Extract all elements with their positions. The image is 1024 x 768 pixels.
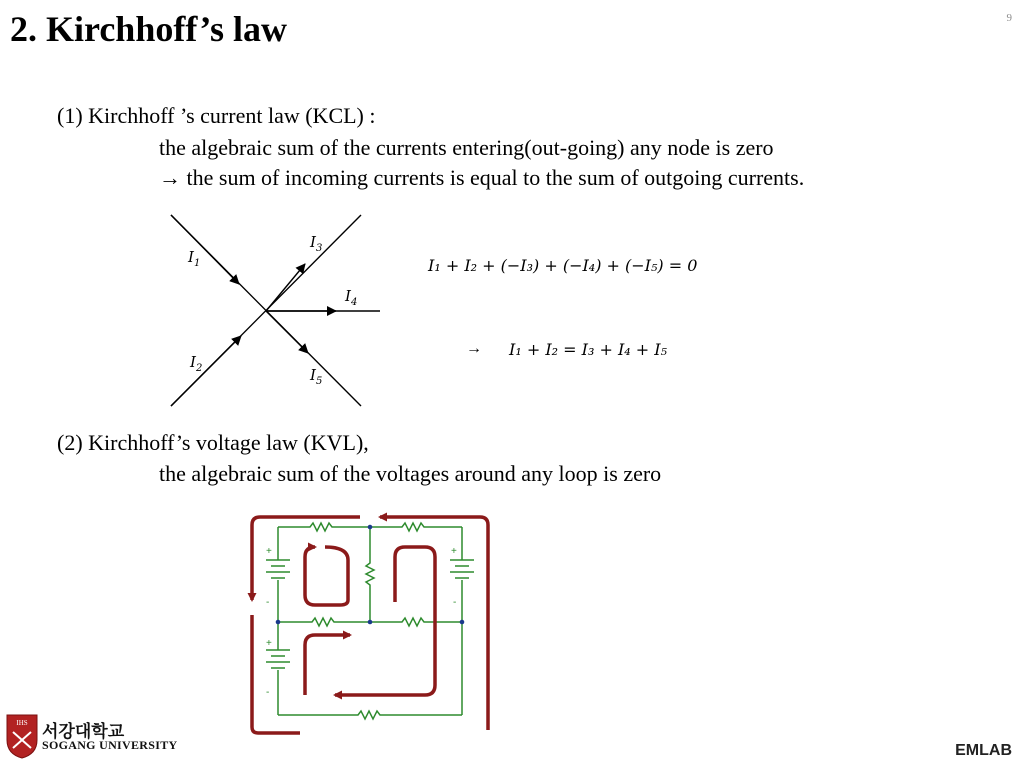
- label-i4: $I_4$: [345, 287, 358, 308]
- label-i5: $I_5$: [310, 366, 323, 387]
- kcl-node-diagram: [160, 205, 390, 415]
- university-name-korean: 서강대학교: [42, 722, 125, 742]
- battery-3-plus: +: [266, 638, 272, 649]
- kcl-definition: the algebraic sum of the currents entering(out-going) any node is zero: [159, 135, 774, 160]
- slide-title: 2. Kirchhoff’s law: [10, 9, 287, 49]
- arrow-i1: [171, 215, 239, 284]
- logo-text: IHS: [16, 719, 28, 727]
- kcl-equation-1: I₁ + I₂ + (−I₃) + (−I₄) + (−I₅) = 0: [428, 256, 698, 275]
- battery-1-minus: -: [266, 597, 270, 608]
- footer-lab-name: EMLAB: [955, 742, 1012, 759]
- kcl-heading: (1) Kirchhoff ’s current law (KCL) :: [57, 103, 376, 128]
- page-number: 9: [1006, 12, 1012, 24]
- battery-1-plus: +: [266, 546, 272, 557]
- label-i1: $I_1$: [188, 248, 201, 269]
- kvl-circuit-diagram: [240, 505, 500, 735]
- battery-2-plus: +: [451, 546, 457, 557]
- kcl-equation-2: I₁ + I₂ = I₃ + I₄ + I₅: [509, 340, 667, 359]
- university-name-english: SOGANG UNIVERSITY: [42, 738, 178, 752]
- battery-3-minus: -: [266, 687, 270, 698]
- sogang-shield-logo: [4, 712, 40, 760]
- label-i3: $I_3$: [310, 233, 323, 254]
- arrow-i3: [266, 264, 305, 311]
- kcl-restatement: → the sum of incoming currents is equal to the sum of outgoing currents.: [159, 165, 805, 190]
- label-i2: $I_2$: [190, 353, 203, 374]
- battery-2-minus: -: [453, 597, 457, 608]
- implies-arrow: →: [466, 340, 482, 357]
- kvl-definition: the algebraic sum of the voltages around any loop is zero: [159, 461, 662, 486]
- arrow-i5: [266, 311, 308, 353]
- kvl-heading: (2) Kirchhoff’s voltage law (KVL),: [57, 430, 369, 455]
- arrow-i2: [171, 336, 241, 406]
